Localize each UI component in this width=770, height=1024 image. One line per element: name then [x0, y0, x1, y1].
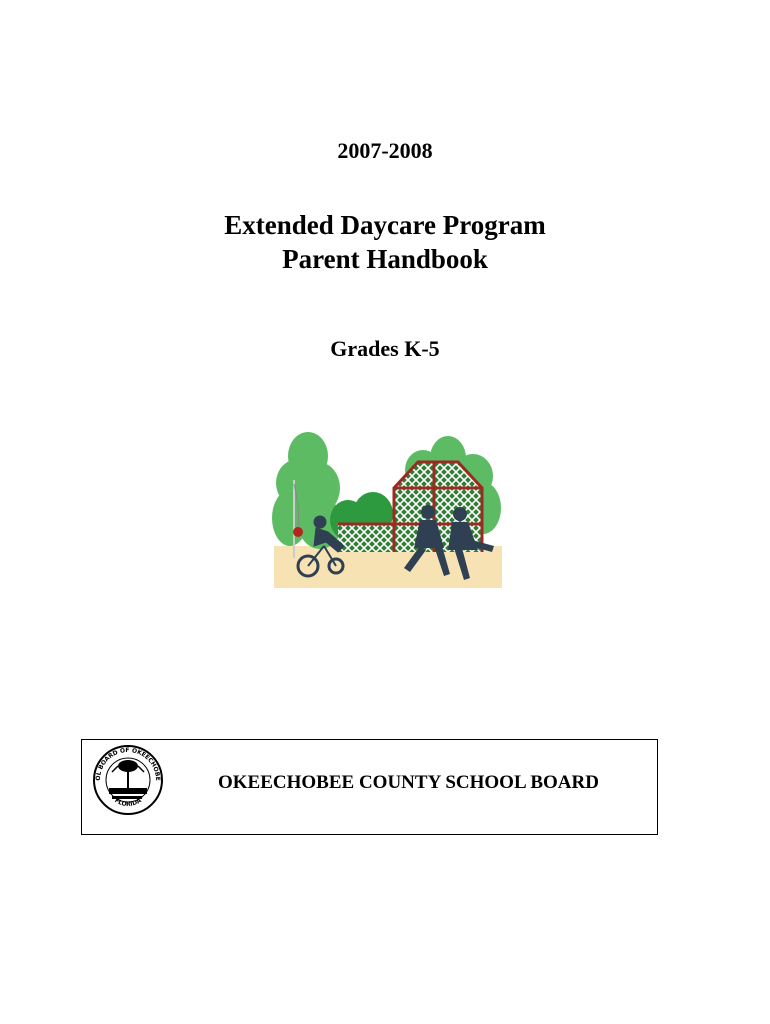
cover-grades: Grades K-5: [330, 336, 440, 361]
fence-low: [338, 524, 398, 552]
tetherball: [293, 527, 303, 537]
cover-title: [0, 208, 770, 276]
seal-text-top: OL BOARD OF OKEECHOBE: [94, 746, 162, 781]
school-board-seal-icon: [92, 744, 164, 816]
cover-year: 2007-2008: [337, 138, 433, 163]
seal-text-bottom: FLORIDA: [113, 797, 143, 809]
playground-illustration: [268, 428, 508, 590]
title-line-2: Parent Handbook: [282, 244, 488, 274]
title-line-1: Extended Daycare Program: [224, 210, 546, 240]
school-board-name: OKEECHOBEE COUNTY SCHOOL BOARD: [218, 772, 599, 793]
tree-left: [272, 432, 342, 549]
school-board-box: [81, 739, 658, 835]
ground: [274, 546, 502, 588]
